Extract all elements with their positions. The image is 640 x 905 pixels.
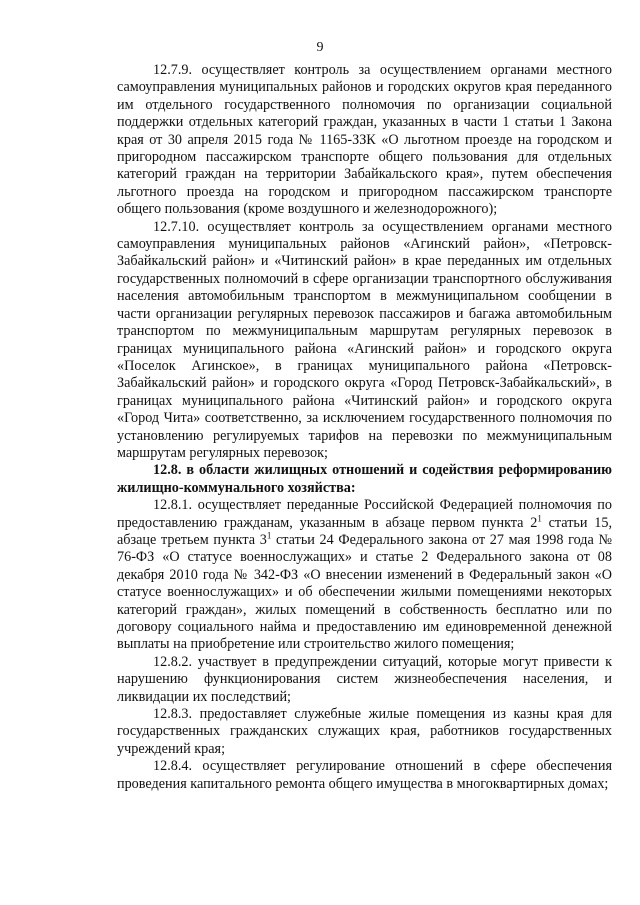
paragraph-12-8-1-part1: 12.8.1. осуществляет переданные Российской Федерацией полномочия по предоставлению гражданам, указанным в абзаце первом пункта 2	[117, 497, 612, 531]
section-heading-12-8: 12.8. в области жилищных отношений и содействия реформированию жилищно-коммунального хозяйства:	[117, 462, 612, 496]
paragraph-12-8-1-part2: статьи 15, абзаце третьем пункта 3	[117, 514, 612, 548]
page-number: 9	[316, 40, 324, 55]
paragraph-12-8-3: 12.8.3. предоставляет служебные жилые помещения из казны края для государственных гражданских служащих края, работников государственных учреждений края;	[117, 706, 612, 757]
paragraph-12-8-2: 12.8.2. участвует в предупреждении ситуаций, которые могут привести к нарушению функционирования систем жизнеобеспечения населения, и ликвидации их последствий;	[117, 653, 612, 705]
paragraph-12-8-1-part3: статьи 24 Федерального закона от 27 мая 1998 года № 76-ФЗ «О статусе военнослужащих» и статье 2 Федерального закона от 08 декабря 2010 года № 342-ФЗ «О внесении изменений в Федеральный закон «О статусе военнослужащих» и об обеспечении жилыми помещениями некоторых категорий граждан», жилых помещений в собственность бесплатно или по договору социального найма и предоставлению им единовременной денежной выплаты на приобретение или строительство жилого помещения;	[117, 531, 613, 653]
paragraph-12-8-1	[117, 497, 612, 654]
paragraph-12-8-4: 12.8.4. осуществляет регулирование отношений в сфере обеспечения проведения капитального ремонта общего имущества в многоквартирных домах;	[117, 758, 612, 792]
paragraph-12-7-10: 12.7.10. осуществляет контроль за осуществлением органами местного самоуправления муниципальных районов «Агинский район», «Петровск-Забайкальский район» и «Читинский район» в крае переданных им отдельных государственных полномочий в сфере организации транспортного обслуживания населения автомобильным транспортом в межмуниципальном сообщении в части организации регулярных перевозок пассажиров и багажа автомобильным транспортом по межмуниципальным маршрутам регулярных перевозок в границах муниципального района «Агинский район» и городского округа «Поселок Агинское», в границах муниципального района «Петровск-Забайкальский район» и городского округа «Город Петровск-Забайкальский», в границах муниципального района «Читинский район» и городского округа «Город Чита» соответственно, за исключением государственного полномочия по установлению регулируемых тарифов на перевозки по межмуниципальным маршрутам регулярных перевозок;	[117, 218, 612, 461]
document-body	[117, 62, 612, 793]
superscript-2: 1	[266, 530, 272, 541]
superscript-1: 1	[537, 512, 542, 523]
paragraph-12-7-9: 12.7.9. осуществляет контроль за осуществлением органами местного самоуправления муниципальных районов и городских округов края переданного им отдельного государственного полномочия по организации социальной поддержки отдельных категорий граждан, указанных в части 1 статьи 1 Закона края от 30 апреля 2015 года № 1165-ЗЗК «О льготном проезде на городском и пригородном пассажирском транспорте общего пользования для отдельных категорий граждан на территории Забайкальского края», путем обеспечения льготного проезда на городском и пригородном пассажирском транспорте общего пользования (кроме воздушного и железнодорожного);	[117, 62, 612, 218]
